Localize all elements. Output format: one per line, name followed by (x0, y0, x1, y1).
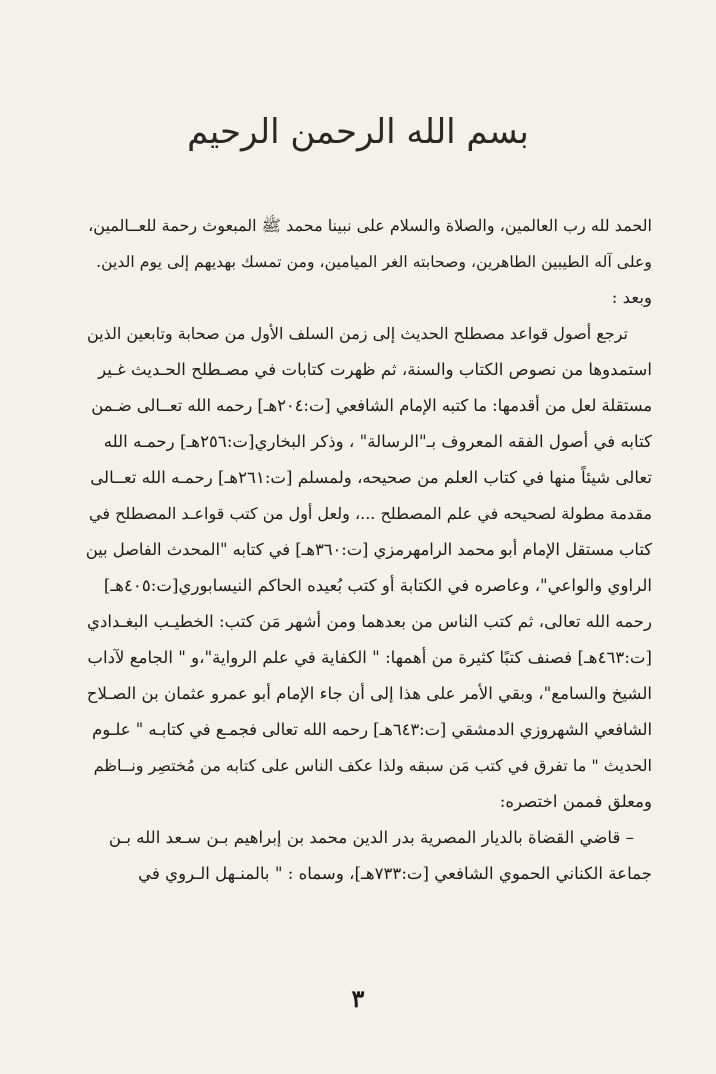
list-item: – قاضي القضاة بالديار المصرية بدر الدين محمد بن إبراهيم بـن سـعد الله بـن (108, 828, 634, 847)
page-number: ٣ (351, 984, 365, 1013)
text-line: تعالى شيئاً منها في كتاب العلم من صحيحه، ولمسلم [ت:٢٦١هـ] رحمـه الله تعــالى (90, 468, 652, 487)
text-line: وبعد : (611, 288, 652, 307)
text-line: الحديث " ما تفرق في كتب مَن سبقه ولذا عكف الناس على كتابه من مُختصِر ونــاظم (93, 756, 652, 775)
text-line: وعلى آله الطيبين الطاهرين، وصحابته الغر الميامين، ومن تمسك بهديهم إلى يوم الدين. (96, 252, 652, 271)
body-text (86, 208, 652, 892)
basmala-calligraphy: بسم الله الرحمن الرحيم (187, 112, 529, 152)
text-line: كتابه في أصول الفقه المعروف بـ"الرسالة" ، وذكر البخاري[ت:٢٥٦هـ] رحمـه الله (103, 432, 652, 451)
text-line: [ت:٤٦٣هـ] فصنف كتبًا كثيرة من أهمها: " الكفاية في علم الرواية"،و " الجامع لآداب (87, 648, 652, 667)
text-line: الحمد لله رب العالمين، والصلاة والسلام على نبينا محمد ﷺ المبعوث رحمة للعــالمين، (88, 216, 652, 235)
text-line: الراوي والواعي"، وعاصره في الكتابة أو كتب بُعيده الحاكم النيسابوري[ت:٤٠٥هـ] (103, 576, 652, 595)
text-line: مستقلة لعل من أقدمها: ما كتبه الإمام الشافعي [ت:٢٠٤هـ] رحمه الله تعــالى ضـمن (91, 396, 652, 415)
text-line: استمدوها من نصوص الكتاب والسنة، ثم ظهرت كتابات في مصـطلح الحـديث غـير (98, 360, 652, 379)
text-line: الشافعي الشهروزي الدمشقي [ت:٦٤٣هـ] رحمه الله تعالى فجمـع في كتابـه " علـوم (92, 720, 652, 739)
text-line: جماعة الكناني الحموي الشافعي [ت:٧٣٣هـ]، وسماه : " بالمنـهل الـروي في (138, 864, 652, 883)
text-line: ومعلق فممن اختصره: (499, 792, 652, 811)
text-line: كتاب مستقل الإمام أبو محمد الرامهرمزي [ت:٣٦٠هـ] في كتابه "المحدث الفاصل بين (85, 540, 652, 559)
text-line: رحمه الله تعالى، ثم كتب الناس من بعدهما ومن أشهر مَن كتب: الخطيـب البغـدادي (87, 612, 652, 631)
text-line: مقدمة مطولة لصحيحه في علم المصطلح ...، ولعل أول من كتب قواعـد المصطلح في (89, 504, 652, 523)
text-line: ترجع أصول قواعد مصطلح الحديث إلى زمن السلف الأول من صحابة وتابعين الذين (86, 324, 628, 343)
text-line: الشيخ والسامع"، وبقي الأمر على هذا إلى أن جاء الإمام أبو عمرو عثمان بن الصـلاح (86, 684, 652, 703)
